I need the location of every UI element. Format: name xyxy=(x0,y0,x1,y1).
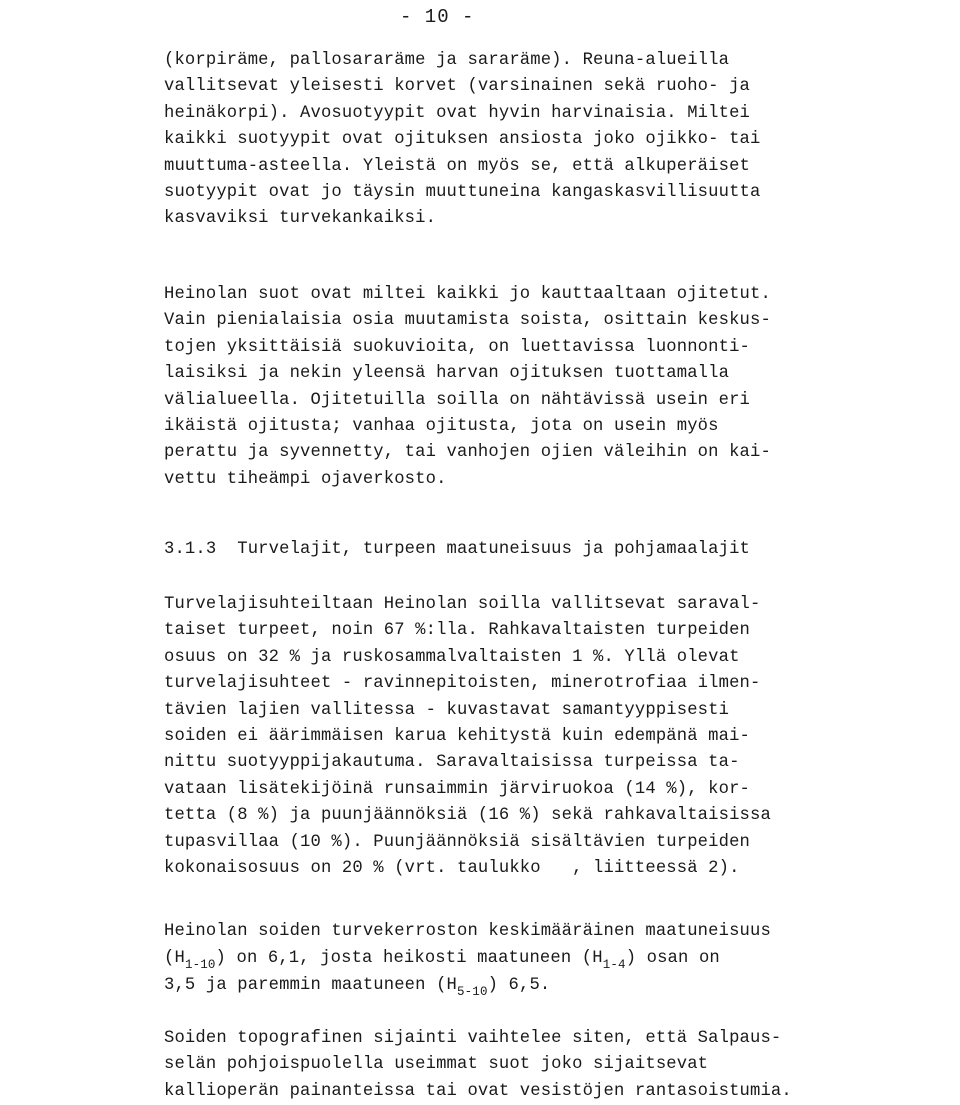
text-line: kasvaviksi turvekankaiksi. xyxy=(164,209,437,229)
section-heading-text: 3.1.3 Turvelajit, turpeen maatuneisuus ja pohjamaalajit xyxy=(164,540,750,559)
text-line: tupasvillaa (10 %). Puunjäännöksiä sisältävien turpeiden xyxy=(164,832,750,852)
text-line: vataan lisätekijöinä runsaimmin järviruokoa (14 %), kor- xyxy=(164,779,750,799)
text-line: tojen yksittäisiä suokuvioita, on luettavissa luonnonti- xyxy=(164,337,750,357)
text-line xyxy=(164,972,771,999)
text-line: kaikki suotyypit ovat ojituksen ansiosta joko ojikko- tai xyxy=(164,130,761,150)
text-line: nittu suotyyppijakautuma. Saravaltaisissa turpeissa ta- xyxy=(164,753,740,773)
text-line: tetta (8 %) ja puunjäännöksiä (16 %) sekä rahkavaltaisissa xyxy=(164,806,771,826)
text-line: Heinolan soiden turvekerroston keskimääräinen maatuneisuus xyxy=(164,922,771,941)
section-heading xyxy=(164,537,750,563)
text-line: (korpiräme, pallosararäme ja sararäme). Reuna-alueilla xyxy=(164,51,730,70)
text-line: välialueella. Ojitetuilla soilla on nähtävissä usein eri xyxy=(164,390,750,410)
text-fragment: ) on 6,1, josta heikosti maatuneen (H xyxy=(215,949,603,968)
text-line: taiset turpeet, noin 67 %:lla. Rahkavaltaisten turpeiden xyxy=(164,621,750,641)
text-line: soiden ei äärimmäisen karua kehitystä kuin edempänä mai- xyxy=(164,727,750,747)
paragraph-maatuneisuus xyxy=(164,918,771,999)
text-line: suotyypit ovat jo täysin muuttuneina kangaskasvillisuutta xyxy=(164,183,761,203)
text-line: ikäistä ojitusta; vanhaa ojitusta, jota on usein myös xyxy=(164,417,719,437)
text-line: turvelajisuhteet - ravinnepitoisten, minerotrofiaa ilmen- xyxy=(164,674,761,694)
text-line: kokonaisosuus on 20 % (vrt. taulukko , liitteessä 2). xyxy=(164,859,740,879)
text-line: muuttuma-asteella. Yleistä on myös se, että alkuperäiset xyxy=(164,156,750,176)
text-line: osuus on 32 % ja ruskosammalvaltaisten 1 %. Yllä olevat xyxy=(164,647,740,667)
subscript: 1-4 xyxy=(602,958,626,972)
text-line: selän pohjoispuolella useimmat suot joko sijaitsevat xyxy=(164,1055,709,1075)
text-line: laisiksi ja nekin yleensä harvan ojituksen tuottamalla xyxy=(164,364,730,384)
text-line: heinäkorpi). Avosuotyypit ovat hyvin harvinaisia. Miltei xyxy=(164,103,750,123)
text-line: Soiden topografinen sijainti vaihtelee siten, että Salpaus- xyxy=(164,1029,782,1048)
text-line: kallioperän painanteissa tai ovat vesistöjen rantasoistumia. xyxy=(164,1081,792,1101)
text-line xyxy=(164,945,771,972)
text-line: vallitsevat yleisesti korvet (varsinainen sekä ruoho- ja xyxy=(164,77,750,97)
text-line: vettu tiheämpi ojaverkosto. xyxy=(164,469,447,489)
paragraph-turvelajit xyxy=(164,592,771,882)
text-fragment: ) osan on xyxy=(625,949,720,968)
text-line: Vain pienialaisia osia muutamista soista, osittain keskus- xyxy=(164,311,771,331)
paragraph-ojitus xyxy=(164,282,771,493)
text-fragment: 3,5 ja paremmin maatuneen (H xyxy=(164,976,457,995)
text-fragment: (H xyxy=(164,949,185,968)
subscript: 5-10 xyxy=(457,985,488,999)
paragraph-suotyypit xyxy=(164,48,760,233)
text-line: Heinolan suot ovat miltei kaikki jo kauttaaltaan ojitetut. xyxy=(164,285,771,304)
text-fragment: ) 6,5. xyxy=(487,976,551,995)
paragraph-topografia xyxy=(164,1026,792,1105)
page-number: - 10 - xyxy=(400,6,475,28)
text-line: perattu ja syvennetty, tai vanhojen ojien väleihin on kai- xyxy=(164,443,771,463)
subscript: 1-10 xyxy=(184,958,216,972)
text-line: tävien lajien vallitessa - kuvastavat samantyyppisesti xyxy=(164,700,730,720)
text-line: Turvelajisuhteiltaan Heinolan soilla vallitsevat saraval- xyxy=(164,595,761,614)
